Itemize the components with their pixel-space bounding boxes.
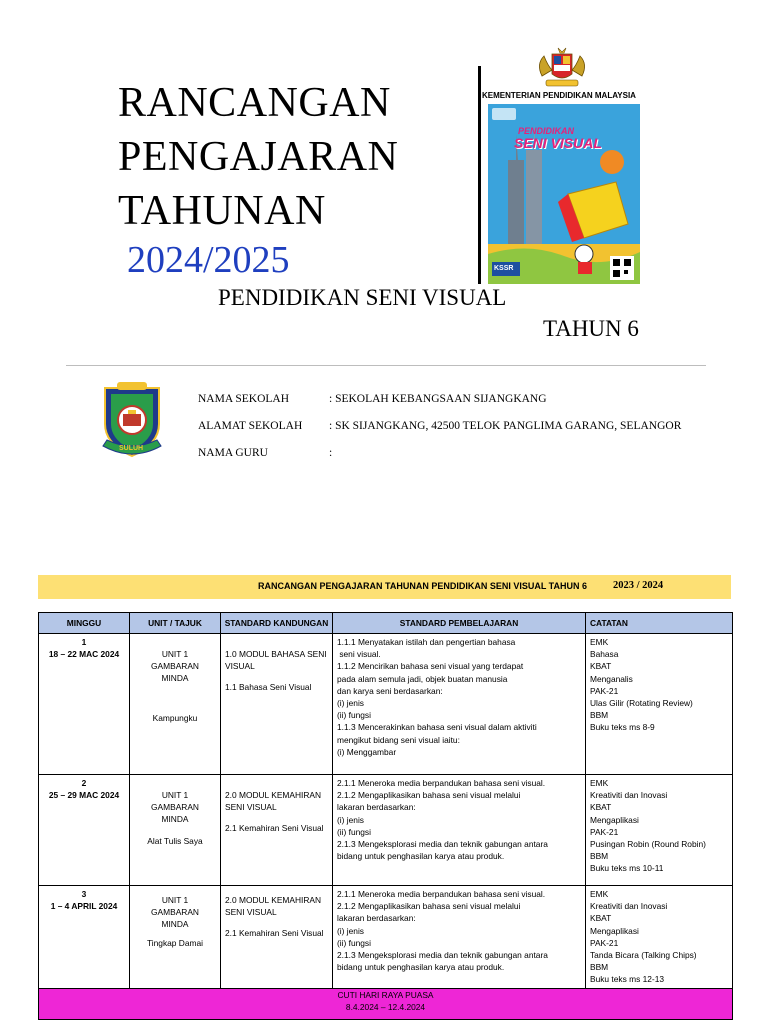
content-standard-title: 2.0 MODUL KEMAHIRAN — [225, 895, 322, 905]
unit-line: GAMBARAN — [151, 802, 199, 813]
week-dates: 18 – 22 MAC 2024 — [48, 649, 120, 660]
unit-line: UNIT 1 — [161, 649, 189, 659]
content-standard-sub: 2.1 Kemahiran Seni Visual — [225, 928, 324, 939]
header-notes: CATATAN — [586, 613, 733, 634]
content-standard-title: SENI VISUAL — [225, 907, 277, 918]
note-line: EMK — [590, 889, 609, 899]
note-line: PAK-21 — [590, 826, 619, 837]
school-name-label: NAMA SEKOLAH — [198, 393, 290, 405]
note-line: BBM — [590, 710, 609, 721]
note-line: Kreativiti dan Inovasi — [590, 790, 668, 801]
note-line: PAK-21 — [590, 937, 619, 948]
title-line-2: PENGAJARAN — [118, 134, 399, 180]
content-standard-cell — [221, 775, 333, 886]
note-line: Pusingan Robin (Round Robin) — [590, 839, 706, 850]
school-address-value: : SK SIJANGKANG, 42500 TELOK PANGLIMA GARANG, SELANGOR — [329, 420, 682, 432]
learning-standard-line: (ii) fungsi — [337, 826, 371, 837]
teacher-name-value: : — [329, 447, 333, 459]
vertical-divider — [478, 66, 481, 284]
holiday-row — [39, 988, 733, 1019]
cover-title-top: PENDIDIKAN — [518, 126, 575, 136]
header-week: MINGGU — [39, 613, 130, 634]
notes-cell — [586, 634, 733, 775]
school-address-label: ALAMAT SEKOLAH — [198, 420, 303, 432]
banner-title: RANCANGAN PENGAJARAN TAHUNAN PENDIDIKAN SENI VISUAL TAHUN 6 — [258, 581, 588, 591]
content-standard-cell — [221, 886, 333, 989]
unit-line: GAMBARAN — [151, 907, 199, 918]
header-divider — [66, 365, 706, 366]
topic-title: Kampungku — [152, 712, 198, 723]
learning-standard-line: (i) jenis — [337, 698, 364, 709]
cover-title-main: SENI VISUAL — [514, 135, 602, 151]
subject-title: PENDIDIKAN SENI VISUAL — [218, 285, 507, 310]
table-row — [39, 634, 733, 775]
week-cell — [39, 886, 130, 989]
content-standard-cell — [221, 634, 333, 775]
content-standard-title: 2.0 MODUL KEMAHIRAN — [225, 790, 322, 800]
learning-standard-line: (i) jenis — [337, 814, 364, 825]
unit-line: MINDA — [161, 919, 189, 930]
learning-standard-line: bidang untuk penghasilan karya atau produk. — [337, 962, 505, 973]
table-header-row — [39, 613, 733, 634]
textbook-cover — [488, 104, 640, 284]
learning-standard-line: 2.1.1 Meneroka media berpandukan bahasa seni visual. — [337, 889, 546, 899]
learning-standard-line: seni visual. — [337, 649, 381, 660]
note-line: Buku teks ms 12-13 — [590, 974, 665, 985]
learning-standard-cell — [333, 775, 586, 886]
school-name-value: : SEKOLAH KEBANGSAAN SIJANGKANG — [329, 393, 547, 405]
note-line: Tanda Bicara (Talking Chips) — [590, 950, 697, 961]
learning-standard-line: 1.1.1 Menyatakan istilah dan pengertian bahasa — [337, 637, 516, 647]
learning-standard-line: dan karya seni berdasarkan: — [337, 685, 443, 696]
note-line: KBAT — [590, 802, 612, 813]
learning-standard-line: lakaran berdasarkan: — [337, 802, 416, 813]
content-standard-sub: 2.1 Kemahiran Seni Visual — [225, 823, 324, 834]
note-line: Mengaplikasi — [590, 925, 639, 936]
week-number: 3 — [81, 889, 87, 899]
banner-year: 2023 / 2024 — [613, 580, 664, 591]
content-standard-title: SENI VISUAL — [225, 802, 277, 813]
plan-year: 2024/2025 — [127, 239, 290, 281]
learning-standard-cell — [333, 634, 586, 775]
note-line: Bahasa — [590, 649, 619, 660]
unit-line: MINDA — [161, 673, 189, 684]
week-dates: 25 – 29 MAC 2024 — [48, 790, 120, 801]
note-line: Buku teks ms 10-11 — [590, 863, 664, 874]
note-line: Mengaplikasi — [590, 814, 639, 825]
week-cell — [39, 634, 130, 775]
header-content-standard: STANDARD KANDUNGAN — [221, 613, 333, 634]
learning-standard-line: 2.1.2 Mengaplikasikan bahasa seni visual melalui — [337, 901, 521, 912]
content-standard-sub: 1.1 Bahasa Seni Visual — [225, 682, 312, 693]
unit-cell — [130, 634, 221, 775]
note-line: BBM — [590, 962, 609, 973]
learning-standard-line: 2.1.1 Meneroka media berpandukan bahasa seni visual. — [337, 778, 546, 788]
cover-badge: KSSR — [494, 265, 514, 272]
holiday-dates: 8.4.2024 – 12.4.2024 — [345, 1001, 426, 1012]
grade-title: TAHUN 6 — [543, 316, 639, 341]
table-row — [39, 775, 733, 886]
unit-line: MINDA — [161, 814, 189, 825]
ministry-name: KEMENTERIAN PENDIDIKAN MALAYSIA — [482, 91, 636, 100]
learning-standard-line: 1.1.3 Mencerakinkan bahasa seni visual dalam aktiviti — [337, 722, 537, 733]
lesson-plan-table — [38, 612, 733, 1020]
note-line: EMK — [590, 778, 609, 788]
note-line: Buku teks ms 8-9 — [590, 722, 655, 733]
table-row — [39, 886, 733, 989]
malaysia-coat-of-arms-icon — [532, 46, 592, 90]
note-line: Menganalis — [590, 673, 633, 684]
learning-standard-line: (i) Menggambar — [337, 746, 397, 757]
note-line: Ulas Gilir (Rotating Review) — [590, 698, 693, 709]
unit-line: UNIT 1 — [161, 790, 189, 800]
learning-standard-line: mengikut bidang seni visual iaitu: — [337, 734, 460, 745]
content-standard-title: 1.0 MODUL BAHASA SENI — [225, 649, 327, 659]
note-line: PAK-21 — [590, 685, 619, 696]
learning-standard-line: bidang untuk penghasilan karya atau produk. — [337, 851, 505, 862]
holiday-title: CUTI HARI RAYA PUASA — [337, 989, 434, 1000]
learning-standard-line: (i) jenis — [337, 925, 364, 936]
holiday-cell — [39, 988, 733, 1019]
unit-cell — [130, 775, 221, 886]
notes-cell — [586, 775, 733, 886]
unit-line: UNIT 1 — [161, 895, 189, 905]
plan-banner — [38, 575, 731, 599]
week-dates: 1 – 4 APRIL 2024 — [50, 901, 118, 912]
unit-line: GAMBARAN — [151, 661, 199, 672]
note-line: KBAT — [590, 913, 612, 924]
teacher-name-label: NAMA GURU — [198, 447, 268, 459]
learning-standard-line: 2.1.3 Mengeksplorasi media dan teknik gabungan antara — [337, 950, 548, 961]
learning-standard-line: 2.1.3 Mengeksplorasi media dan teknik gabungan antara — [337, 839, 548, 850]
header-unit: UNIT / TAJUK — [130, 613, 221, 634]
learning-standard-line: (ii) fungsi — [337, 937, 371, 948]
learning-standard-line: 1.1.2 Mencirikan bahasa seni visual yang terdapat — [337, 661, 524, 672]
content-standard-title: VISUAL — [225, 661, 255, 672]
learning-standard-cell — [333, 886, 586, 989]
note-line: BBM — [590, 851, 609, 862]
header-learning-standard: STANDARD PEMBELAJARAN — [333, 613, 586, 634]
learning-standard-line: pada alam semula jadi, objek buatan manusia — [337, 673, 508, 684]
learning-standard-line: (ii) fungsi — [337, 710, 371, 721]
unit-cell — [130, 886, 221, 989]
topic-title: Tingkap Damai — [146, 937, 203, 948]
week-cell — [39, 775, 130, 886]
crest-motto: SULUH — [119, 445, 144, 452]
week-number: 2 — [81, 778, 87, 788]
notes-cell — [586, 886, 733, 989]
note-line: EMK — [590, 637, 609, 647]
topic-title: Alat Tulis Saya — [147, 835, 203, 846]
title-line-3: TAHUNAN — [118, 188, 326, 234]
note-line: Kreativiti dan Inovasi — [590, 901, 668, 912]
learning-standard-line: 2.1.2 Mengaplikasikan bahasa seni visual melalui — [337, 790, 521, 801]
learning-standard-line: lakaran berdasarkan: — [337, 913, 416, 924]
week-number: 1 — [81, 637, 87, 647]
title-line-1: RANCANGAN — [118, 80, 391, 126]
note-line: KBAT — [590, 661, 612, 672]
